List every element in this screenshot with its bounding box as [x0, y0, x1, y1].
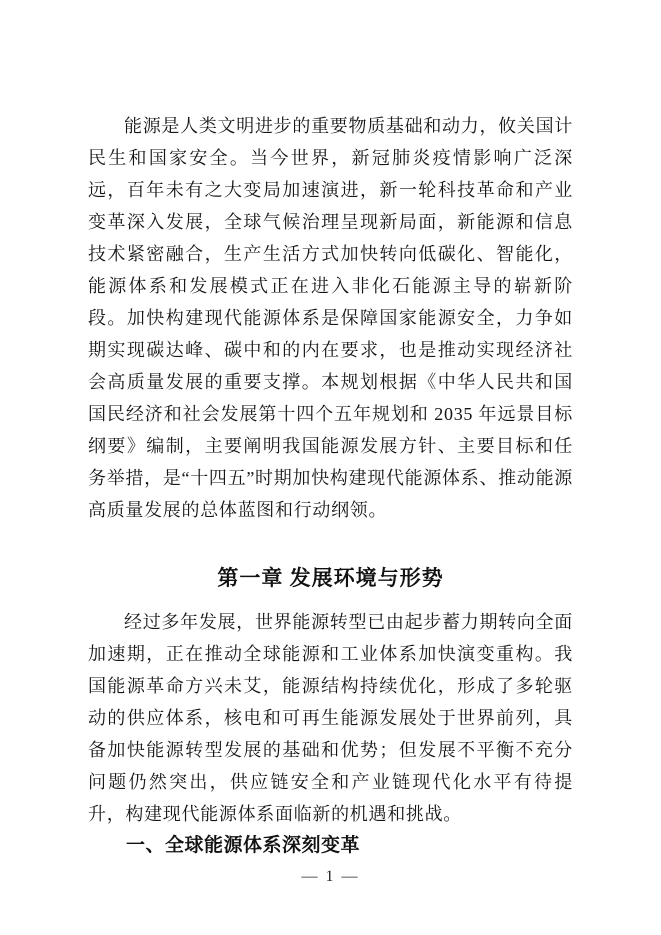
chapter-heading: 第一章 发展环境与形势	[217, 566, 444, 590]
section-heading: 一、全球能源体系深刻变革	[126, 835, 361, 856]
paragraph-overview: 经过多年发展，世界能源转型已由起步蓄力期转向全面加速期，正在推动全球能源和工业体系加快演变重构。我国能源革命方兴未艾，能源结构持续优化，形成了多轮驱动的供应体系，核电和可再生能源发展处于世界前列，具备加快能源转型发展的基础和优势；但发展不平衡不充分问题仍然突出，供应链安全和产业链现代化水平有待提升，构建现代能源体系面临新的机遇和挑战。	[88, 612, 573, 824]
paragraph-intro: 能源是人类文明进步的重要物质基础和动力，攸关国计民生和国家安全。当今世界，新冠肺炎疫情影响广泛深远，百年未有之大变局加速演进，新一轮科技革命和产业变革深入发展，全球气候治理呈现新局面，新能源和信息技术紧密融合，生产生活方式加快转向低碳化、智能化，能源体系和发展模式正在进入非化石能源主导的崭新阶段。加快构建现代能源体系是保障国家能源安全，力争如期实现碳达峰、碳中和的内在要求，也是推动实现经济社会高质量发展的重要支撑。本规划根据《中华人民共和国国民经济和社会发展第十四个五年规划和 2035 年远景目标纲要》编制，主要阐明我国能源发展方针、主要目标和任务举措，是“十四五”时期加快构建现代能源体系、推动能源高质量发展的总体蓝图和行动纲领。	[88, 116, 573, 520]
page-number: — 1 —	[301, 868, 360, 885]
